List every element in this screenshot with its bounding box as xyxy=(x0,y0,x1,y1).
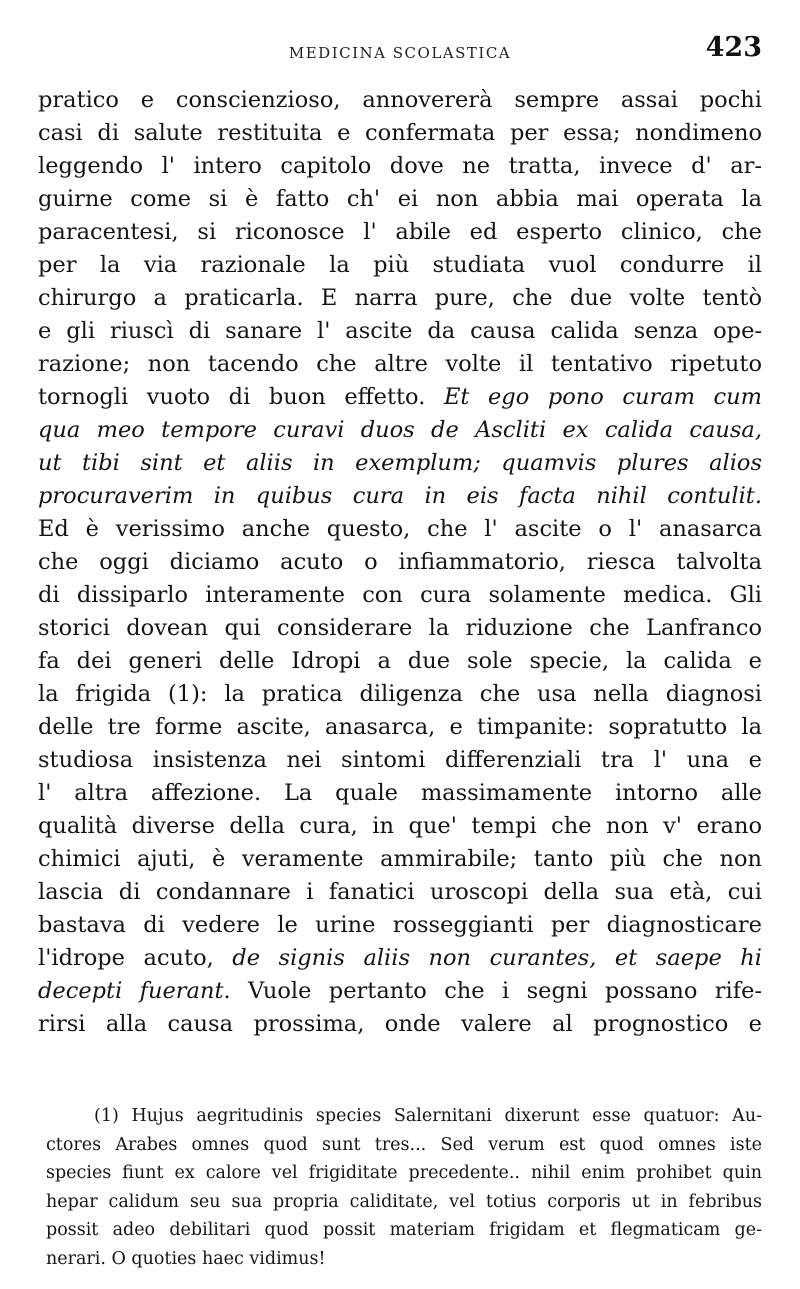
text-run: di dissiparlo interamente con cura solamente medica. Gli xyxy=(38,582,762,608)
text-run: studiosa insistenza nei sintomi differenziali tra l' una e xyxy=(38,747,762,773)
body-line xyxy=(38,546,762,579)
text-run: pratico e conscienzioso, annovererà sempre assai pochi xyxy=(38,87,762,113)
text-run: chimici ajuti, è veramente ammirabile; tanto più che non xyxy=(38,846,762,872)
text-run: guirne come si è fatto ch' ei non abbia mai operata la xyxy=(38,186,762,212)
body-line xyxy=(38,84,762,117)
body-line xyxy=(38,249,762,282)
text-run: Ed è verissimo anche questo, che l' ascite o l' anasarca xyxy=(38,516,762,542)
text-run: delle tre forme ascite, anasarca, e timpanite: sopratutto la xyxy=(38,714,762,740)
italic-latin-quote: qua meo tempore curavi duos de Ascliti ex calida causa, xyxy=(38,417,762,443)
footnote-line: species fiunt ex calore vel frigiditate precedente.. nihil enim prohibet quin xyxy=(46,1163,762,1183)
page-number: 423 xyxy=(705,32,762,63)
text-run: che oggi diciamo acuto o infiammatorio, riesca talvolta xyxy=(38,549,762,575)
body-line xyxy=(38,678,762,711)
footnote-line: (1) Hujus aegritudinis species Salernitani dixerunt esse quatuor: Au- xyxy=(94,1106,762,1126)
footnote-line: possit adeo debilitari quod possit materiam frigidam et flegmaticam ge- xyxy=(46,1220,762,1240)
text-run: chirurgo a praticarla. E narra pure, che due volte tentò xyxy=(38,285,762,311)
body-line xyxy=(38,1008,762,1041)
text-run: l' altra affezione. La quale massimamente intorno alle xyxy=(38,780,762,806)
text-run: e gli riuscì di sanare l' ascite da causa calida senza ope- xyxy=(38,318,762,344)
text-run: storici dovean qui considerare la riduzione che Lanfranco xyxy=(38,615,762,641)
footnote-line: ctores Arabes omnes quod sunt tres... Sed verum est quod omnes iste xyxy=(46,1134,762,1155)
body-line xyxy=(38,711,762,744)
footnote-line: nerari. O quoties haec vidimus! xyxy=(46,1248,326,1269)
body-line xyxy=(38,480,762,513)
body-line xyxy=(38,150,762,183)
body-line xyxy=(38,447,762,480)
text-run: paracentesi, si riconosce l' abile ed esperto clinico, che xyxy=(38,219,762,245)
italic-latin-quote: ut tibi sint et aliis in exemplum; quamvis plures alios xyxy=(38,450,762,476)
body-line xyxy=(38,216,762,249)
book-page xyxy=(38,30,762,1270)
body-line xyxy=(38,612,762,645)
body-line xyxy=(38,282,762,315)
text-run: l'idrope acuto, xyxy=(38,945,233,971)
body-line xyxy=(38,909,762,942)
body-line xyxy=(38,777,762,810)
body-line xyxy=(38,348,762,381)
text-run: lascia di condannare i fanatici uroscopi della sua età, cui xyxy=(38,879,762,905)
italic-latin-quote: de signis aliis non curantes, et saepe hi xyxy=(232,945,762,971)
body-line xyxy=(38,315,762,348)
body-line xyxy=(38,744,762,777)
footnote xyxy=(46,1102,762,1273)
text-run: bastava di vedere le urine rosseggianti per diagnosticare xyxy=(38,912,762,938)
text-run: fa dei generi delle Idropi a due sole specie, la calida e xyxy=(38,648,762,674)
body-line xyxy=(38,810,762,843)
text-run: . Vuole pertanto che i segni possano rife- xyxy=(223,978,762,1004)
italic-latin-quote: Et ego pono curam cum xyxy=(443,384,762,410)
body-line xyxy=(38,942,762,975)
italic-latin-quote: decepti fuerant xyxy=(38,978,224,1004)
body-line xyxy=(38,876,762,909)
text-run: casi di salute restituita e confermata per essa; nondimeno xyxy=(38,120,762,146)
body-line xyxy=(38,843,762,876)
text-run: rirsi alla causa prossima, onde valere al prognostico e xyxy=(38,1011,762,1037)
text-run: la frigida (1): la pratica diligenza che usa nella diagnosi xyxy=(38,681,762,707)
body-line xyxy=(38,645,762,678)
body-line xyxy=(38,579,762,612)
body-line xyxy=(38,975,762,1008)
body-line xyxy=(38,414,762,447)
body-line xyxy=(38,513,762,546)
body-line xyxy=(38,117,762,150)
text-run: tornogli vuoto di buon effetto. xyxy=(38,384,444,410)
italic-latin-quote: procuraverim in quibus cura in eis facta nihil contulit. xyxy=(38,483,762,509)
page-header xyxy=(38,30,762,80)
body-line xyxy=(38,381,762,414)
text-run: qualità diverse della cura, in que' tempi che non v' erano xyxy=(38,813,762,839)
text-run: razione; non tacendo che altre volte il tentativo ripetuto xyxy=(38,351,762,377)
body-text xyxy=(38,84,762,1041)
running-title: MEDICINA SCOLASTICA xyxy=(288,44,512,62)
body-line xyxy=(38,183,762,216)
text-run: per la via razionale la più studiata vuol condurre il xyxy=(38,252,762,278)
footnote-line: hepar calidum seu sua propria caliditate, vel totius corporis ut in febribus xyxy=(46,1191,762,1212)
text-run: leggendo l' intero capitolo dove ne tratta, invece d' ar- xyxy=(38,153,762,179)
